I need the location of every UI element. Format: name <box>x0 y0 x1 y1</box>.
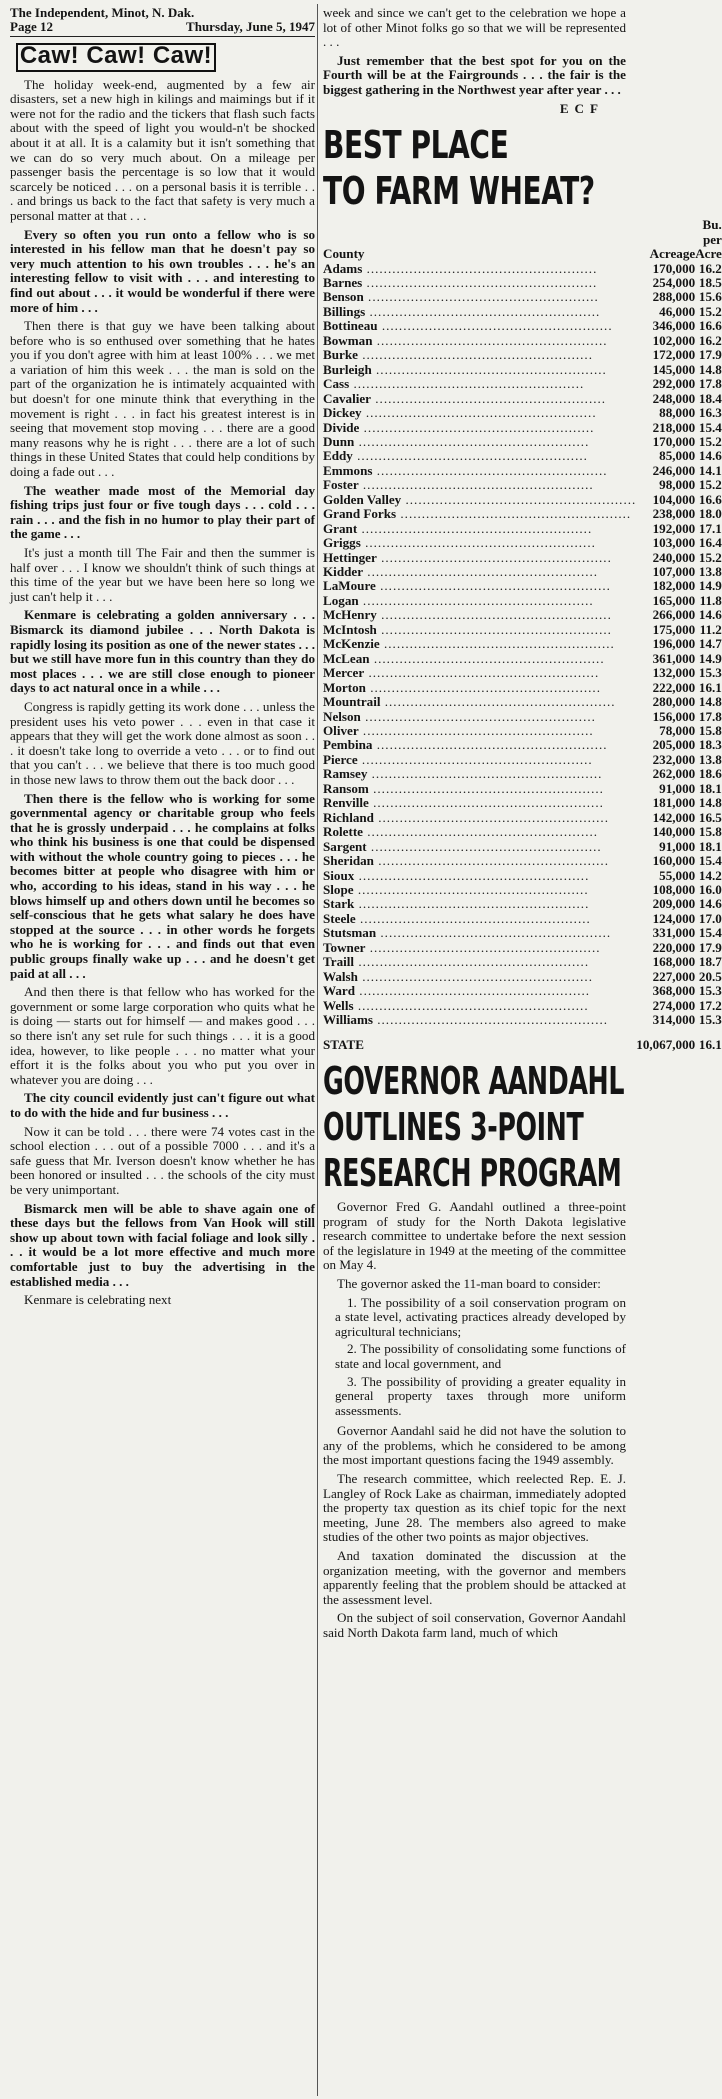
county-cell: McIntosh ..... <box>323 623 636 637</box>
total-row <box>323 1028 722 1052</box>
county-cell: Morton ..... <box>323 681 636 695</box>
table-row <box>323 999 722 1013</box>
county-cell: Hettinger ..... <box>323 551 636 565</box>
county-cell: Foster ..... <box>323 478 636 492</box>
column-paragraph: It's just a month till The Fair and then the summer is half over . . . I know we shouldn't think of such things at this time of the year but we have been here so long we just can't help it . . . <box>10 545 315 604</box>
column-paragraph: week and since we can't get to the celebration we hope a lot of other Minot folks go so that we will be represented . . . <box>323 5 626 50</box>
table-row <box>323 377 722 391</box>
column-paragraph: Now it can be told . . . there were 74 votes cast in the school election . . . out of a possible 7000 . . . and it's a safe guess that Mr. Iverson doesn't know whether he has been honored or insulted . . . the schools of the city must be very unimportant. <box>10 1123 315 1197</box>
acreage-cell: 246,000 <box>652 462 696 478</box>
yield-cell: 16.6 <box>698 318 722 334</box>
acreage-cell: 254,000 <box>652 274 696 290</box>
acreage-cell: 107,000 <box>652 564 696 580</box>
county-cell: Richland ..... <box>323 811 636 825</box>
issue-date: Thursday, June 5, 1947 <box>186 19 315 34</box>
table-row <box>323 710 722 724</box>
acreage-cell: 262,000 <box>652 766 696 782</box>
county-cell: Sioux ..... <box>323 869 636 883</box>
yield-cell: 17.8 <box>698 708 722 724</box>
yield-cell: 15.2 <box>698 433 722 449</box>
yield-cell: 15.2 <box>698 549 722 565</box>
page-header <box>10 6 315 34</box>
yield-cell: 18.0 <box>698 506 722 522</box>
column-signature: ECF <box>559 100 604 116</box>
county-cell: McKenzie ..... <box>323 637 636 651</box>
governor-headline-line: OUTLINES 3-POINT <box>323 1104 584 1149</box>
acreage-cell: 220,000 <box>652 939 696 955</box>
yield-cell: 15.6 <box>698 289 722 305</box>
county-cell: Grant ..... <box>323 522 636 536</box>
yield-cell: 13.8 <box>698 564 722 580</box>
table-row <box>323 681 722 695</box>
column-paragraph: Every so often you run onto a fellow who is so interested in his fellow man that he doesn't pay so very much attention to his own troubles . . . he's an interesting fellow to visit with . . . and interesting to find out about . . . it would be wonderful if there were more of him . . . <box>10 226 315 315</box>
yield-cell: 15.2 <box>698 303 722 319</box>
yield-cell: 18.5 <box>698 274 722 290</box>
table-row <box>323 825 722 839</box>
county-cell: Wells ..... <box>323 999 636 1013</box>
wheat-headline-line: TO FARM WHEAT? <box>323 169 595 214</box>
yield-cell: 15.4 <box>698 419 722 435</box>
county-cell: Dickey ..... <box>323 406 636 420</box>
yield-cell: 20.5 <box>698 968 722 984</box>
county-cell: Eddy ..... <box>323 449 636 463</box>
paper-name: The Independent, Minot, N. Dak. <box>10 5 195 20</box>
yield-cell: 17.0 <box>698 910 722 926</box>
acreage-cell: 232,000 <box>652 751 696 767</box>
acreage-cell: 227,000 <box>652 968 696 984</box>
column-paragraph: Kenmare is celebrating next <box>24 1292 172 1308</box>
governor-intro <box>323 1200 626 1292</box>
column-divider <box>317 4 318 2096</box>
yield-cell: 14.9 <box>698 578 722 594</box>
table-row <box>323 421 722 435</box>
acreage-cell: 91,000 <box>659 780 696 796</box>
yield-cell: 16.0 <box>698 882 722 897</box>
governor-body <box>323 1424 626 1640</box>
table-row <box>323 392 722 406</box>
county-cell: Traill ..... <box>323 955 636 969</box>
acreage-cell: 132,000 <box>652 665 696 681</box>
county-cell: Emmons ..... <box>323 464 636 478</box>
acreage-cell: 142,000 <box>652 809 696 825</box>
county-cell: Slope ..... <box>323 883 636 897</box>
county-cell: Divide ..... <box>323 421 636 435</box>
yield-cell: 15.4 <box>698 853 722 869</box>
county-cell: Burke ..... <box>323 348 636 362</box>
county-cell: Pembina ..... <box>323 738 636 752</box>
header-rule <box>10 36 315 37</box>
yield-cell: 14.2 <box>698 867 722 883</box>
table-row <box>323 782 722 796</box>
acreage-cell: 175,000 <box>652 621 696 637</box>
county-cell: Towner ..... <box>323 941 636 955</box>
table-row <box>323 666 722 680</box>
county-cell: Steele ..... <box>323 912 636 926</box>
acreage-cell: 266,000 <box>652 607 696 623</box>
acreage-cell: 280,000 <box>652 694 696 710</box>
column-paragraph: Congress is rapidly getting its work done . . . unless the president uses his veto power . . . even in that case it appears that they will get the work done almost as soon . . . it doesn't take long to override a veto . . . or to find out that you can't . . . we believe that there is too much good in those new laws to throw them out the back door . . . <box>10 698 315 787</box>
county-cell: Stark ..... <box>323 897 636 911</box>
acreage-cell: 222,000 <box>652 679 696 695</box>
acreage-cell: 124,000 <box>652 910 696 926</box>
table-row <box>323 276 722 290</box>
county-cell: Stutsman ..... <box>323 926 636 940</box>
yield-cell: 16.1 <box>698 1036 722 1052</box>
county-cell: Oliver ..... <box>323 724 636 738</box>
county-cell: Billings ..... <box>323 305 636 319</box>
column-paragraph: Kenmare is celebrating a golden anniversary . . . Bismarck its diamond jubilee . . . North Dakota is rapidly losing its position as one of the newer states . . . but we still have more fun in this country than they do most places . . . we are still close enough to pioneer days to act natural once in a while . . . <box>10 607 315 696</box>
county-cell: Walsh ..... <box>323 970 636 984</box>
yield-cell: 18.7 <box>698 954 722 970</box>
table-row <box>323 811 722 825</box>
table-row <box>323 897 722 911</box>
acreage-cell: 205,000 <box>652 737 696 753</box>
article-paragraph: On the subject of soil conservation, Governor Aandahl said North Dakota farm land, much of which <box>323 1610 626 1641</box>
yield-cell: 16.3 <box>698 405 722 421</box>
county-cell: STATE <box>323 1036 364 1052</box>
table-row <box>323 724 722 738</box>
acreage-cell: 314,000 <box>652 1012 696 1028</box>
column-paragraph: And then there is that fellow who has worked for the government or some large corporation who quits what he is doing — starts out for himself — and makes good . . . so there isn't any set rule for such things . . . it is a good idea, however, to like people . . . no matter what your effort it is the folks about you who put you over in whatever you are doing . . . <box>10 984 315 1087</box>
county-cell: Nelson ..... <box>323 710 636 724</box>
header-county: County <box>323 246 365 262</box>
table-row <box>323 1013 722 1027</box>
column-paragraph: Then there is the fellow who is working for some governmental agency or charitable group who feels that he is grossly underpaid . . . he complains at folks who think his business is one that could be dispensed with without the whole country going to pieces . . . he becomes bitter at people who disagree with him or who, according to his ideas, stand in his way . . . he blows himself up and others down until he becomes so self-conscious that he gets what salary he does have stopped at the source . . . in other words he forgets who he is working for . . . and finds out that even public groups finally wake up . . . and he doesn't get paid at all . . . <box>10 790 315 981</box>
table-row <box>323 840 722 854</box>
acreage-cell: 368,000 <box>652 983 696 999</box>
acreage-cell: 156,000 <box>652 708 696 724</box>
acreage-cell: 181,000 <box>652 795 696 811</box>
acreage-cell: 46,000 <box>659 303 696 319</box>
acreage-cell: 85,000 <box>659 448 696 464</box>
acreage-cell: 78,000 <box>659 723 696 739</box>
yield-cell: 16.4 <box>698 535 722 551</box>
yield-cell: 16.5 <box>698 809 722 825</box>
acreage-cell: 102,000 <box>652 332 696 348</box>
county-cell: Mountrail ..... <box>323 695 636 709</box>
county-cell: Griggs ..... <box>323 536 636 550</box>
yield-cell: 14.6 <box>698 896 722 912</box>
acreage-cell: 292,000 <box>652 376 696 392</box>
table-row <box>323 883 722 897</box>
governor-headline-line: GOVERNOR AANDAHL <box>323 1058 625 1103</box>
acreage-cell: 209,000 <box>652 896 696 912</box>
county-cell: Rolette ..... <box>323 825 636 839</box>
table-row <box>323 536 722 550</box>
table-row <box>323 464 722 478</box>
yield-cell: 15.2 <box>698 477 722 493</box>
table-row <box>323 565 722 579</box>
table-row <box>323 608 722 622</box>
yield-cell: 15.8 <box>698 824 722 840</box>
table-row <box>323 262 722 276</box>
yield-cell: 15.3 <box>698 1012 722 1028</box>
table-row <box>323 435 722 449</box>
column-paragraph: The weather made most of the Memorial day fishing trips just four or five tough days . . . cold . . . rain . . . and the fish in no humor to play their part of the game . . . <box>10 482 315 542</box>
acreage-cell: 10,067,000 <box>636 1036 696 1052</box>
acreage-cell: 55,000 <box>659 867 696 883</box>
table-row <box>323 348 722 362</box>
county-cell: Benson ..... <box>323 290 636 304</box>
table-row <box>323 941 722 955</box>
acreage-cell: 196,000 <box>652 636 696 652</box>
wheat-headline-line: BEST PLACE <box>323 123 509 168</box>
acreage-cell: 108,000 <box>652 882 696 897</box>
county-cell: Ward ..... <box>323 984 636 998</box>
yield-cell: 15.4 <box>698 925 722 941</box>
acreage-cell: 88,000 <box>659 405 696 421</box>
acreage-cell: 288,000 <box>652 289 696 305</box>
column-title: Caw! Caw! Caw! <box>16 43 216 72</box>
acreage-cell: 140,000 <box>652 824 696 840</box>
acreage-cell: 192,000 <box>652 520 696 536</box>
county-cell: Pierce ..... <box>323 753 636 767</box>
left-column <box>10 6 315 1312</box>
table-row <box>323 579 722 593</box>
article-paragraph: The governor asked the 11-man board to consider: <box>337 1275 601 1291</box>
county-cell: Cass ..... <box>323 377 636 391</box>
acreage-cell: 104,000 <box>652 491 696 507</box>
yield-cell: 17.2 <box>698 997 722 1013</box>
right-column <box>323 5 722 1645</box>
acreage-cell: 168,000 <box>652 954 696 970</box>
table-row <box>323 522 722 536</box>
yield-cell: 16.2 <box>698 332 722 348</box>
county-cell: Adams ..... <box>323 262 636 276</box>
yield-cell: 14.8 <box>698 694 722 710</box>
header-yield <box>695 218 722 261</box>
yield-cell: 16.2 <box>698 260 722 276</box>
county-cell: Ramsey ..... <box>323 767 636 781</box>
table-row <box>323 637 722 651</box>
yield-cell: 18.3 <box>698 737 722 753</box>
yield-cell: 15.3 <box>698 983 722 999</box>
table-row <box>323 984 722 998</box>
list-item: 3. The possibility of providing a greater equality in general property taxes through more uniform assessments. <box>335 1373 626 1418</box>
yield-cell: 17.8 <box>698 376 722 392</box>
table-row <box>323 334 722 348</box>
header-acreage: Acreage <box>649 246 696 262</box>
acreage-cell: 274,000 <box>652 997 696 1013</box>
acreage-cell: 331,000 <box>652 925 696 941</box>
table-row <box>323 478 722 492</box>
yield-cell: 14.1 <box>698 462 722 478</box>
table-row <box>323 305 722 319</box>
acreage-cell: 361,000 <box>652 650 696 666</box>
column-paragraph: The holiday week-end, augmented by a few air disasters, set a new high in kilings and maimings but if it were not for the radio and the tickers that flash such facts about with the speed of light you would-n't be shocked about it at all. It is a calamity but it isn't something that we can do so very much about. On a mileage per passenger basis the percentage is so low that it would scarcely be noticed . . . on a personal basis it is terrible . . . and brings us back to the fact that safety is very much a personal matter at that . . . <box>10 76 315 223</box>
yield-cell: 14.6 <box>698 607 722 623</box>
wheat-table <box>323 218 722 1052</box>
acreage-cell: 165,000 <box>652 592 696 608</box>
yield-cell: 14.8 <box>698 795 722 811</box>
article-paragraph: The research committee, which reelected Rep. E. J. Langley of Rock Lake as chairman, immediately adopted the property tax question as its chief topic for the next meeting, June 28. The members also agreed to make studies of the other two points as major objectives. <box>323 1471 626 1545</box>
county-cell: Barnes ..... <box>323 276 636 290</box>
table-row <box>323 695 722 709</box>
yield-cell: 15.3 <box>698 665 722 681</box>
acreage-cell: 91,000 <box>659 838 696 854</box>
yield-cell: 18.1 <box>698 838 722 854</box>
yield-cell: 14.7 <box>698 636 722 652</box>
table-row <box>323 912 722 926</box>
yield-cell: 16.6 <box>698 491 722 507</box>
table-row <box>323 955 722 969</box>
page-number: Page 12 <box>10 19 53 34</box>
yield-cell: 17.9 <box>698 347 722 363</box>
yield-cell: 11.8 <box>699 592 722 608</box>
article-paragraph: Governor Aandahl said he did not have the solution to any of the problems, which he considered to be among the most important questions facing the 1949 assembly. <box>323 1423 626 1468</box>
column-paragraph: Then there is that guy we have been talking about before who is so enthused over something that he hates you if you don't agree with him at least 100% . . . we met a variation of him this week . . . the man is sold on the part of the organization he is intimately acquainted with but doesn't for one minute think that everything in the movement is right . . . in fact his greatest interest is in seeing that movement stop moving . . . there are a good many reasons why he is right . . . there are a lot of such things in these United States that could help conditions by doing a fade out . . . <box>10 318 315 480</box>
column-paragraph: Bismarck men will be able to shave again one of these days but the fellows from Van Hook will still show up about town with facial foliage and look silly . . . it would be a lot more effective and much more comfortable just to buy the advertising in the established media . . . <box>10 1200 315 1289</box>
county-cell: Dunn ..... <box>323 435 636 449</box>
acreage-cell: 103,000 <box>652 535 696 551</box>
table-row <box>323 869 722 883</box>
column-paragraph: Just remember that the best spot for you on the Fourth will be at the Fairgrounds . . . the fair is the biggest gathering in the Northwest year after year . . . <box>323 52 626 97</box>
table-row <box>323 363 722 377</box>
yield-cell: 17.1 <box>698 520 722 536</box>
county-cell: Renville ..... <box>323 796 636 810</box>
table-row <box>323 738 722 752</box>
county-cell: Cavalier ..... <box>323 392 636 406</box>
governor-points <box>323 1296 626 1419</box>
yield-cell: 13.8 <box>698 751 722 767</box>
wheat-table-body <box>323 262 722 1052</box>
county-cell: Ransom ..... <box>323 782 636 796</box>
acreage-cell: 170,000 <box>652 260 696 276</box>
county-cell: McHenry ..... <box>323 608 636 622</box>
table-row <box>323 652 722 666</box>
county-cell: Grand Forks ..... <box>323 507 636 521</box>
table-row <box>323 854 722 868</box>
table-row <box>323 623 722 637</box>
column-continuation <box>323 6 626 98</box>
yield-cell: 14.8 <box>698 361 722 377</box>
table-row <box>323 319 722 333</box>
wheat-headline <box>323 122 626 214</box>
yield-cell: 16.1 <box>698 679 722 695</box>
acreage-cell: 346,000 <box>652 318 696 334</box>
yield-cell: 18.1 <box>698 780 722 796</box>
county-cell: McLean ..... <box>323 652 636 666</box>
acreage-cell: 98,000 <box>659 477 696 493</box>
column-body <box>10 78 315 1308</box>
acreage-cell: 170,000 <box>652 433 696 449</box>
table-row <box>323 507 722 521</box>
list-item: 1. The possibility of a soil conservation program on a state level, activating practices already developed by agricultural technicians; <box>335 1294 626 1339</box>
county-cell: Bottineau ..... <box>323 319 636 333</box>
table-row <box>323 926 722 940</box>
acreage-cell: 248,000 <box>652 390 696 406</box>
county-cell: Sargent ..... <box>323 840 636 854</box>
governor-headline-line: RESEARCH PROGRAM <box>323 1150 622 1195</box>
header-yield-line2: Acre <box>695 246 722 262</box>
county-cell: Kidder ..... <box>323 565 636 579</box>
acreage-cell: 145,000 <box>652 361 696 377</box>
yield-cell: 18.6 <box>698 766 722 782</box>
county-cell: Logan ..... <box>323 594 636 608</box>
table-row <box>323 796 722 810</box>
table-row <box>323 449 722 463</box>
article-paragraph: And taxation dominated the discussion at the organization meeting, with the governor and members apparently feeling that the problem should be attacked at the assessment level. <box>323 1548 626 1607</box>
header-yield-line1: Bu. per <box>702 217 722 247</box>
acreage-cell: 218,000 <box>652 419 696 435</box>
county-cell: Golden Valley ..... <box>323 493 636 507</box>
table-row <box>323 767 722 781</box>
list-item: 2. The possibility of consolidating some functions of state and local government, and <box>335 1341 626 1371</box>
county-cell: Sheridan ..... <box>323 854 636 868</box>
table-row <box>323 406 722 420</box>
yield-cell: 15.8 <box>698 723 722 739</box>
county-cell: LaMoure ..... <box>323 579 636 593</box>
acreage-cell: 240,000 <box>652 549 696 565</box>
table-row <box>323 290 722 304</box>
acreage-cell: 172,000 <box>652 347 696 363</box>
acreage-cell: 182,000 <box>652 578 696 594</box>
table-row <box>323 551 722 565</box>
yield-cell: 18.4 <box>698 390 722 406</box>
county-cell: Burleigh ..... <box>323 363 636 377</box>
acreage-cell: 238,000 <box>652 506 696 522</box>
county-cell: Bowman ..... <box>323 334 636 348</box>
table-row <box>323 753 722 767</box>
table-row <box>323 493 722 507</box>
county-cell: Williams ..... <box>323 1013 636 1027</box>
yield-cell: 14.9 <box>698 650 722 666</box>
acreage-cell: 160,000 <box>652 853 696 869</box>
county-cell: Mercer ..... <box>323 666 636 680</box>
governor-headline <box>323 1058 626 1196</box>
yield-cell: 17.9 <box>698 939 722 955</box>
yield-cell: 14.6 <box>698 448 722 464</box>
table-row <box>323 594 722 608</box>
table-row <box>323 970 722 984</box>
article-paragraph: Governor Fred G. Aandahl outlined a three-point program of study for the North Dakota legislative research committee to undertake before the next session of the legislature in 1949 at the meeting of the committee on May 4. <box>323 1198 626 1273</box>
column-paragraph: The city council evidently just can't figure out what to do with the hide and fur business . . . <box>10 1090 315 1120</box>
yield-cell: 11.2 <box>699 621 722 637</box>
